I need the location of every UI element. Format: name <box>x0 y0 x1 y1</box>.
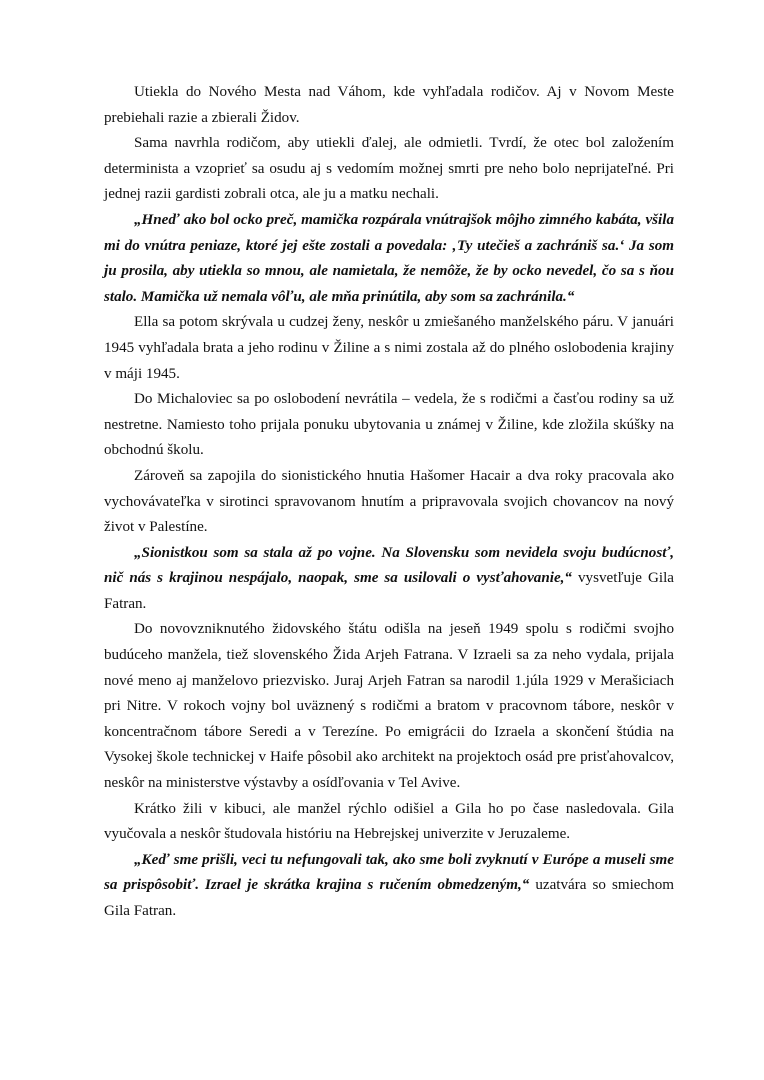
paragraph <box>104 131 674 208</box>
paragraph-text: Do Michaloviec sa po oslobodení nevrátila – vedela, že s rodičmi a časťou rodiny sa už nestretne. Namiesto toho prijala ponuku ubytovania u známej v Žiline, kde zložila skúšky na obchodnú školu. <box>104 391 674 459</box>
quote-text: „Hneď ako bol ocko preč, mamička rozpárala vnútrajšok môjho zimného kabáta, všila mi do vnútra peniaze, ktoré jej ešte zostali a povedala: ‚Ty utečieš a zachrániš sa.‘ Ja som ju prosila, aby utiekla so mnou, ale namietala, že nemôže, že by ocko nevedel, čo sa s ňou stalo. Mamička už nemala vôľu, ale mňa prinútila, aby som sa zachránila.“ <box>104 211 674 305</box>
paragraph-text: Zároveň sa zapojila do sionistického hnutia Hašomer Hacair a dva roky pracovala ako vychovávateľka v sirotinci spravovanom hnutím a pripravovala svojich chovancov na nový život v Palestíne. <box>104 467 674 536</box>
paragraph <box>104 464 674 541</box>
paragraph-text: Do novovzniknutého židovského štátu odišla na jeseň 1949 spolu s rodičmi svojho budúceho manžela, tiež slovenského Žida Arjeh Fatrana. V Izraeli sa za neho vydala, prijala nové meno aj manželovo priezvisko. Juraj Arjeh Fatran sa narodil 1.júla 1929 v Merašiciach pri Nitre. V rokoch vojny bol uväznený s rodičmi a bratom v pracovnom tábore, neskôr v koncentračnom tábore Seredi a v Terezíne. Po emigrácii do Izraela a skončení štúdia na Vysokej škole technickej v Haife pôsobil ako architekt na projektoch osád pre prisťahovalcov, neskôr na ministerstve výstavby a osídľovania v Tel Avive. <box>104 621 674 792</box>
paragraph <box>104 797 674 848</box>
paragraph-text: vysvetľuje Gila Fatran. <box>104 570 674 612</box>
paragraph-text: uzatvára so smiechom Gila Fatran. <box>104 877 674 919</box>
paragraph-text: Ella sa potom skrývala u cudzej ženy, neskôr u zmiešaného manželského páru. V januári 1945 vyhľadala brata a jeho rodinu v Žiline a s nimi zostala až do plného oslobodenia krajiny v máji 1945. <box>104 314 674 382</box>
quote-text: „Sionistkou som sa stala až po vojne. Na Slovensku som nevidela svoju budúcnosť, nič nás s krajinou nespájalo, naopak, sme sa usilovali o vysťahovanie,“ <box>104 544 674 587</box>
quote-paragraph <box>104 208 674 310</box>
quote-paragraph <box>104 848 674 925</box>
document-body <box>104 80 674 925</box>
quote-text: „Keď sme prišli, veci tu nefungovali tak, ako sme boli zvyknutí v Európe a museli sme sa prispôsobiť. Izrael je skrátka krajina s ručením obmedzeným,“ <box>104 851 674 894</box>
quote-paragraph <box>104 541 674 618</box>
paragraph <box>104 310 674 387</box>
paragraph <box>104 80 674 131</box>
paragraph <box>104 617 674 796</box>
paragraph-text: Sama navrhla rodičom, aby utiekli ďalej, ale odmietli. Tvrdí, že otec bol založením deterministа a vzoprieť sa osudu aj s vedomím možnej smrti pre neho bolo neprijateľné. Pri jednej razii gardisti zobrali otca, ale ju a matku nechali. <box>104 135 674 203</box>
paragraph-text: Utiekla do Nového Mesta nad Váhom, kde vyhľadala rodičov. Aj v Novom Meste prebiehali razie a zbierali Židov. <box>104 84 674 126</box>
paragraph-text: Krátko žili v kibuci, ale manžel rýchlo odišiel a Gila ho po čase nasledovala. Gila vyučovala a neskôr študovala históriu na Hebrejskej univerzite v Jeruzaleme. <box>104 800 674 843</box>
paragraph <box>104 387 674 464</box>
